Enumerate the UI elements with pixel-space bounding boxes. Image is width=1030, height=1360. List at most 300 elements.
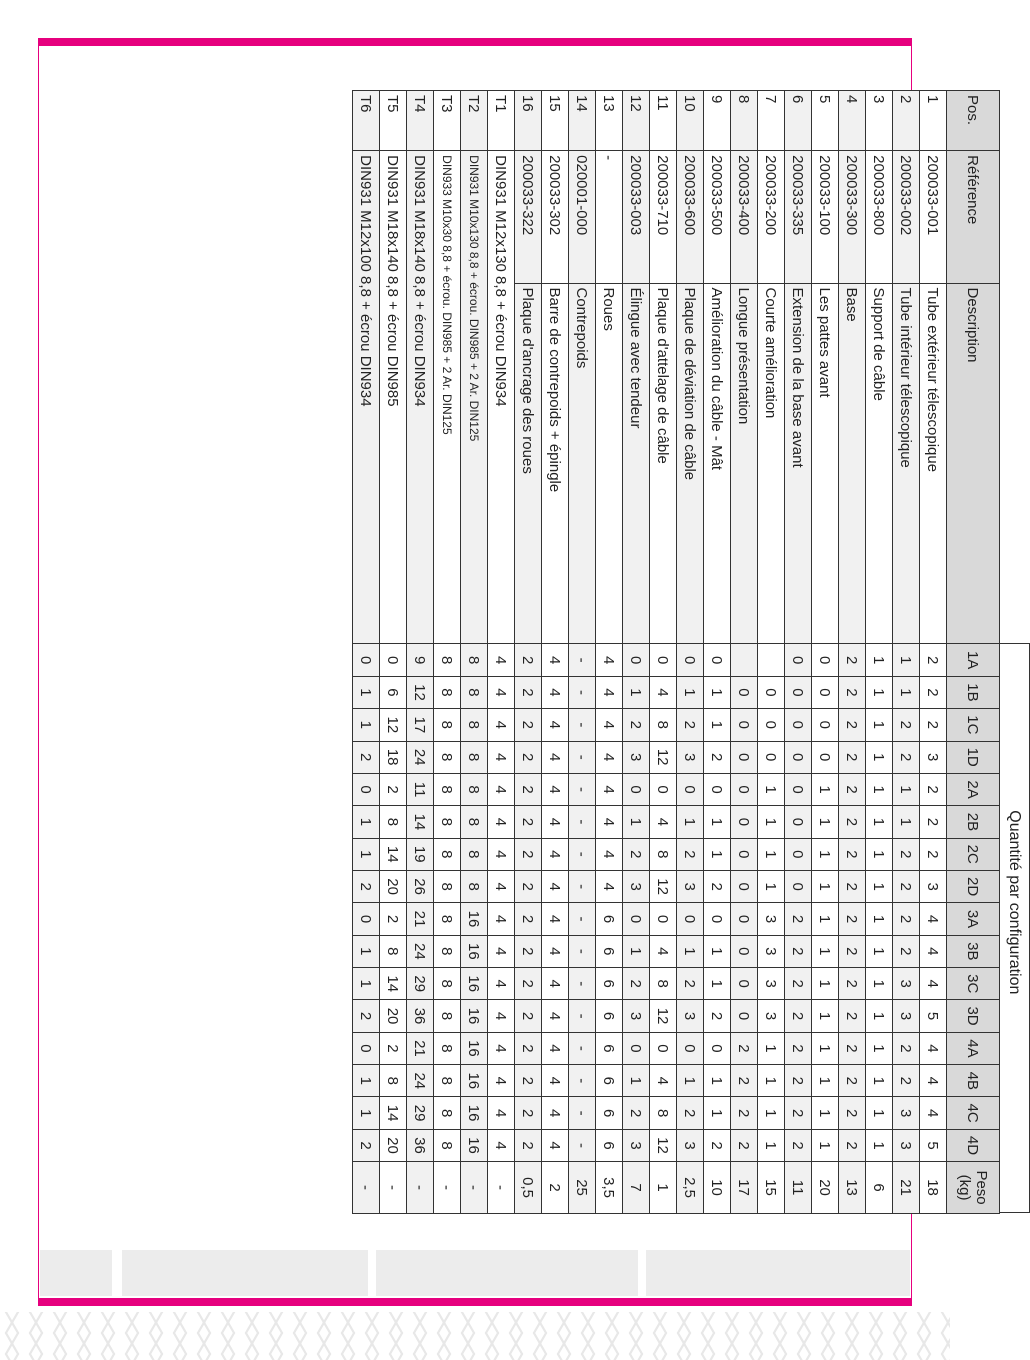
cell-weight: - [488,1162,515,1214]
cell-quantity-4c: 3 [893,1097,920,1129]
cell-pos: 6 [785,91,812,151]
table-row [920,91,947,1214]
cell-quantity-2b: 14 [407,806,434,838]
cell-quantity-1d: 8 [461,741,488,773]
cell-quantity-3d: 5 [920,1000,947,1032]
cell-quantity-1c: 0 [785,709,812,741]
cell-quantity-2b: - [569,806,596,838]
cell-quantity-3b: 24 [407,935,434,967]
cell-quantity-1b: 0 [812,676,839,708]
cell-quantity-4c: 1 [353,1097,380,1129]
cell-quantity-2a: 0 [650,773,677,805]
cell-pos: T2 [461,91,488,151]
cell-quantity-3d: 2 [839,1000,866,1032]
cell-quantity-1c: 2 [893,709,920,741]
cell-quantity-3b: 0 [731,935,758,967]
cell-weight: 13 [839,1162,866,1214]
cell-quantity-3a: 0 [704,903,731,935]
cell-quantity-3b: 1 [353,935,380,967]
cell-quantity-3b: 2 [785,935,812,967]
cell-quantity-2d: 3 [677,870,704,902]
cell-quantity-3d: 2 [704,1000,731,1032]
cell-quantity-2b: 8 [380,806,407,838]
column-header-config-4b: 4B [947,1065,1000,1097]
cell-quantity-4b: 4 [488,1065,515,1097]
cell-quantity-2d: 2 [704,870,731,902]
cell-quantity-4c: 4 [542,1097,569,1129]
cell-quantity-3a: 0 [623,903,650,935]
cell-quantity-1b: 4 [596,676,623,708]
cell-description: Barre de contrepoids + épingle [542,283,569,644]
cell-quantity-1a: 1 [893,644,920,676]
cell-quantity-2d: 3 [623,870,650,902]
cell-quantity-3a: 3 [758,903,785,935]
cell-quantity-2b: 2 [920,806,947,838]
cell-weight: - [407,1162,434,1214]
table-row [839,91,866,1214]
cell-quantity-4c: 8 [650,1097,677,1129]
cell-quantity-3c: 1 [704,968,731,1000]
cell-quantity-4b: 4 [650,1065,677,1097]
cell-quantity-2b: 1 [893,806,920,838]
cell-quantity-1d: 0 [731,741,758,773]
cell-reference: 200033-300 [839,151,866,283]
cell-quantity-3a: 4 [488,903,515,935]
cell-quantity-3b: 4 [650,935,677,967]
cell-quantity-1b: 4 [650,676,677,708]
cell-quantity-1d: 4 [488,741,515,773]
cell-quantity-3d: 12 [650,1000,677,1032]
cell-quantity-3b: 1 [623,935,650,967]
cell-quantity-1a: 8 [461,644,488,676]
cell-quantity-3c: 4 [488,968,515,1000]
cell-quantity-2c: 1 [704,838,731,870]
cell-quantity-4a: 1 [758,1032,785,1064]
cell-quantity-3a: 0 [650,903,677,935]
cell-quantity-1c: 0 [758,709,785,741]
cell-quantity-4a: 4 [920,1032,947,1064]
table-row [623,91,650,1214]
cell-reference: DIN931 M18x140 8,8 + écrou DIN985 [380,151,407,644]
table-row [569,91,596,1214]
cell-quantity-4d: 2 [704,1129,731,1161]
cell-quantity-1d: 2 [704,741,731,773]
cell-reference: 200033-002 [893,151,920,283]
cell-quantity-2c: 2 [623,838,650,870]
column-header-config-2d: 2D [947,870,1000,902]
cell-quantity-2c: 2 [677,838,704,870]
table-row [731,91,758,1214]
cell-quantity-3b: 1 [812,935,839,967]
cell-quantity-3d: 1 [812,1000,839,1032]
cell-quantity-2c: 1 [758,838,785,870]
cell-weight: - [353,1162,380,1214]
cell-quantity-3a: 2 [380,903,407,935]
cell-quantity-1b: 1 [623,676,650,708]
cell-weight: - [434,1162,461,1214]
cell-quantity-3d: 1 [866,1000,893,1032]
cell-quantity-3d: 36 [407,1000,434,1032]
cell-description: Contrepoids [569,283,596,644]
column-header-config-2a: 2A [947,773,1000,805]
cell-quantity-2c: 1 [866,838,893,870]
cell-reference: 200033-500 [704,151,731,283]
cell-quantity-2a: 0 [785,773,812,805]
cell-description: Longue présentation [731,283,758,644]
cell-quantity-2d: 26 [407,870,434,902]
cell-quantity-4a: 21 [407,1032,434,1064]
cell-quantity-2d: 12 [650,870,677,902]
cell-quantity-1d: 2 [893,741,920,773]
cell-quantity-2c: 2 [920,838,947,870]
cell-quantity-2d: - [569,870,596,902]
cell-reference: 200033-600 [677,151,704,283]
cell-weight: 0,5 [515,1162,542,1214]
cell-quantity-2c: 0 [785,838,812,870]
cell-quantity-4b: 24 [407,1065,434,1097]
cell-quantity-2a: 1 [812,773,839,805]
cell-quantity-1a: 0 [812,644,839,676]
cell-quantity-3d: 20 [380,1000,407,1032]
cell-quantity-2d: 1 [866,870,893,902]
cell-quantity-3d: 2 [353,1000,380,1032]
cell-quantity-3b: 4 [488,935,515,967]
cell-quantity-3b: 6 [596,935,623,967]
column-header-config-1a: 1A [947,644,1000,676]
cell-quantity-4a: 8 [434,1032,461,1064]
cell-quantity-2d: 4 [596,870,623,902]
cell-quantity-2d: 1 [758,870,785,902]
cell-quantity-3b: 1 [866,935,893,967]
cell-quantity-4d: 3 [893,1129,920,1161]
cell-quantity-3c: 1 [353,968,380,1000]
cell-weight: 21 [893,1162,920,1214]
cell-quantity-3b: 2 [515,935,542,967]
cell-quantity-4d: 2 [839,1129,866,1161]
cell-quantity-4b: 6 [596,1065,623,1097]
cell-description: Tube extérieur télescopique [920,283,947,644]
cell-quantity-4b: 8 [380,1065,407,1097]
cell-quantity-2a: 8 [461,773,488,805]
cell-quantity-4c: - [569,1097,596,1129]
cell-quantity-1b: 0 [785,676,812,708]
cell-quantity-3b: 4 [920,935,947,967]
cell-quantity-3d: - [569,1000,596,1032]
cell-quantity-4c: 2 [515,1097,542,1129]
cell-quantity-4a: 4 [488,1032,515,1064]
cell-quantity-1b: 4 [542,676,569,708]
cell-quantity-4d: 2 [785,1129,812,1161]
cell-quantity-4d: 3 [623,1129,650,1161]
cell-quantity-1b: 1 [893,676,920,708]
cell-quantity-3a: 21 [407,903,434,935]
cell-quantity-4a: 2 [893,1032,920,1064]
table-row [677,91,704,1214]
cell-quantity-2a: 8 [434,773,461,805]
cell-quantity-2a: 1 [866,773,893,805]
cell-quantity-2c: 2 [515,838,542,870]
table-row [515,91,542,1214]
cell-quantity-1a: 2 [920,644,947,676]
cell-quantity-1b: 1 [677,676,704,708]
table-row [542,91,569,1214]
cell-quantity-1d: 4 [596,741,623,773]
cell-reference: 200033-100 [812,151,839,283]
page-border-left [38,46,39,1298]
cell-quantity-2a: 2 [920,773,947,805]
cell-quantity-2c: - [569,838,596,870]
cell-quantity-4a: 0 [353,1032,380,1064]
cell-pos: 14 [569,91,596,151]
cell-quantity-4a: 16 [461,1032,488,1064]
cell-quantity-2a: 0 [704,773,731,805]
cell-quantity-4d: 1 [866,1129,893,1161]
cell-description: Amélioration du câble - Mât [704,283,731,644]
footer-band-3 [376,1250,638,1296]
cell-quantity-1c: 1 [353,709,380,741]
cell-quantity-3a: 2 [785,903,812,935]
cell-description: Base [839,283,866,644]
cell-quantity-1b: 8 [461,676,488,708]
cell-description: Les pattes avant [812,283,839,644]
cell-quantity-2c: 2 [839,838,866,870]
cell-quantity-2c: 19 [407,838,434,870]
weight-header-line1: Peso [973,1170,990,1205]
column-header-config-2c: 2C [947,838,1000,870]
cell-quantity-3c: 2 [623,968,650,1000]
cell-description: Support de câble [866,283,893,644]
cell-quantity-1a: 0 [785,644,812,676]
cell-quantity-2b: 1 [704,806,731,838]
cell-quantity-2b: 2 [839,806,866,838]
cell-quantity-2d: 8 [461,870,488,902]
cell-quantity-3a: 1 [866,903,893,935]
cell-quantity-4a: 0 [704,1032,731,1064]
cell-quantity-2a: - [569,773,596,805]
cell-pos: T6 [353,91,380,151]
cell-quantity-1c: - [569,709,596,741]
cell-pos: T4 [407,91,434,151]
cell-quantity-2c: 2 [893,838,920,870]
cell-quantity-4a: 0 [623,1032,650,1064]
cell-quantity-4b: 1 [812,1065,839,1097]
cell-pos: 11 [650,91,677,151]
cell-quantity-4b: 4 [542,1065,569,1097]
cell-reference: - [596,151,623,283]
cell-pos: 15 [542,91,569,151]
cell-quantity-3c: 8 [650,968,677,1000]
cell-quantity-4d: 1 [758,1129,785,1161]
cell-pos: 2 [893,91,920,151]
cell-quantity-1a: 9 [407,644,434,676]
cell-quantity-2d: 8 [434,870,461,902]
cell-quantity-3a: 2 [893,903,920,935]
column-header-config-1c: 1C [947,709,1000,741]
cell-quantity-2c: 1 [812,838,839,870]
cell-quantity-2b: 4 [542,806,569,838]
cell-quantity-3a: 0 [353,903,380,935]
quantity-per-configuration-title: Quantité par configuration [1006,810,1023,995]
cell-reference: DIN931 M12x130 8,8 + écrou DIN934 [488,151,515,644]
cell-quantity-1c: 2 [677,709,704,741]
cell-quantity-3d: 3 [758,1000,785,1032]
column-header-config-1b: 1B [947,676,1000,708]
cell-quantity-4b: 2 [839,1065,866,1097]
cell-quantity-4d: 4 [542,1129,569,1161]
cell-pos: T1 [488,91,515,151]
cell-pos: 9 [704,91,731,151]
cell-quantity-2d: 2 [839,870,866,902]
cell-quantity-1b: 2 [839,676,866,708]
cell-quantity-1b: 12 [407,676,434,708]
cell-quantity-2d: 2 [893,870,920,902]
cell-quantity-3c: 3 [893,968,920,1000]
cell-quantity-2b: 4 [596,806,623,838]
cell-quantity-4d: - [569,1129,596,1161]
cell-quantity-2c: 8 [650,838,677,870]
cell-description: Courte amélioration [758,283,785,644]
cell-quantity-4b: 1 [866,1065,893,1097]
cell-quantity-4b: 1 [623,1065,650,1097]
table-row [596,91,623,1214]
cell-quantity-3b: 1 [677,935,704,967]
cell-quantity-4d: 2 [353,1129,380,1161]
cell-quantity-1c: 2 [623,709,650,741]
cell-reference: 200033-710 [650,151,677,283]
cell-quantity-2b: 1 [677,806,704,838]
cell-weight: - [461,1162,488,1214]
cell-quantity-4b: 1 [758,1065,785,1097]
cell-quantity-3d: 3 [893,1000,920,1032]
cell-quantity-1b: - [569,676,596,708]
cell-quantity-2d: 4 [542,870,569,902]
cell-reference: DIN931 M12x100 8,8 + écrou DIN934 [353,151,380,644]
cell-quantity-4c: 2 [677,1097,704,1129]
cell-quantity-4c: 6 [596,1097,623,1129]
cell-quantity-1b: 6 [380,676,407,708]
cell-description: Plaque de déviation de câble [677,283,704,644]
cell-weight: 18 [920,1162,947,1214]
cell-quantity-2a: 2 [515,773,542,805]
table-row [488,91,515,1214]
cell-quantity-2c: 14 [380,838,407,870]
cell-description: Plaque d'ancrage des roues [515,283,542,644]
cell-quantity-4d: 3 [677,1129,704,1161]
cell-quantity-1d: 8 [434,741,461,773]
cell-quantity-1a: 0 [704,644,731,676]
cell-quantity-3d: 0 [731,1000,758,1032]
cell-quantity-2c: 8 [461,838,488,870]
cell-quantity-4d: 20 [380,1129,407,1161]
cell-quantity-4a: 0 [650,1032,677,1064]
cell-quantity-1c: 4 [542,709,569,741]
cell-quantity-1a: 0 [380,644,407,676]
cell-quantity-3a: 4 [920,903,947,935]
cell-quantity-1a: 1 [866,644,893,676]
cell-quantity-1a: - [569,644,596,676]
cell-quantity-3c: 6 [596,968,623,1000]
cell-quantity-4a: 1 [866,1032,893,1064]
cell-quantity-4d: 6 [596,1129,623,1161]
column-header-description: Description [947,283,1000,644]
cell-quantity-4d: 1 [812,1129,839,1161]
cell-quantity-3d: 3 [623,1000,650,1032]
cell-quantity-3a: - [569,903,596,935]
cell-weight: 17 [731,1162,758,1214]
cell-quantity-1d: 1 [866,741,893,773]
cell-quantity-1a: 0 [650,644,677,676]
cell-quantity-4d: 2 [731,1129,758,1161]
cell-pos: 8 [731,91,758,151]
cell-quantity-1a [731,644,758,676]
cell-weight: 3,5 [596,1162,623,1214]
cell-quantity-4b: 1 [353,1065,380,1097]
cell-quantity-1d: 3 [920,741,947,773]
cell-quantity-1b: 2 [515,676,542,708]
cell-quantity-4d: 8 [434,1129,461,1161]
table-body [353,91,947,1214]
cell-quantity-1d: 0 [812,741,839,773]
cell-pos: 7 [758,91,785,151]
cell-quantity-4a: 0 [677,1032,704,1064]
cell-quantity-4c: 2 [839,1097,866,1129]
cell-quantity-2d: 4 [488,870,515,902]
cell-weight: 15 [758,1162,785,1214]
cell-quantity-3d: 3 [677,1000,704,1032]
footer-band-1 [40,1250,112,1296]
footer-band-2 [122,1250,368,1296]
column-header-config-4c: 4C [947,1097,1000,1129]
cell-quantity-4a: 2 [785,1032,812,1064]
cell-quantity-2a: 1 [893,773,920,805]
cell-quantity-1a: 0 [353,644,380,676]
column-header-config-3b: 3B [947,935,1000,967]
cell-quantity-4c: 4 [920,1097,947,1129]
cell-quantity-4a: 4 [542,1032,569,1064]
cell-quantity-3d: 4 [488,1000,515,1032]
cell-quantity-4a: 2 [515,1032,542,1064]
cell-quantity-3a: 2 [839,903,866,935]
cell-reference: 020001-000 [569,151,596,283]
cell-quantity-2d: 3 [920,870,947,902]
cell-reference: DIN931 M18x140 8,8 + écrou DIN934 [407,151,434,644]
cell-quantity-1a: 2 [839,644,866,676]
cell-quantity-4b: 2 [785,1065,812,1097]
cell-quantity-3c: 2 [785,968,812,1000]
cell-quantity-4c: 29 [407,1097,434,1129]
cell-quantity-1b: 1 [353,676,380,708]
column-header-config-1d: 1D [947,741,1000,773]
cell-quantity-1a: 4 [596,644,623,676]
cell-quantity-4d: 16 [461,1129,488,1161]
cell-quantity-3a: 8 [434,903,461,935]
cell-quantity-4d: 12 [650,1129,677,1161]
cell-quantity-2d: 0 [731,870,758,902]
decorative-triangle-pattern [0,1312,950,1360]
cell-quantity-4d: 4 [488,1129,515,1161]
cell-quantity-3c: 4 [920,968,947,1000]
cell-weight: 25 [569,1162,596,1214]
column-header-config-4a: 4A [947,1032,1000,1064]
table-row [461,91,488,1214]
cell-quantity-3c: 16 [461,968,488,1000]
cell-quantity-2b: 8 [434,806,461,838]
cell-quantity-1c: 4 [596,709,623,741]
cell-quantity-2b: 4 [488,806,515,838]
table-header-row [947,91,1000,1214]
cell-quantity-3c: 4 [542,968,569,1000]
cell-reference: DIN931 M10x130 8,8 + écrou. DIN985 + 2 Ar. DIN125 [461,151,488,644]
